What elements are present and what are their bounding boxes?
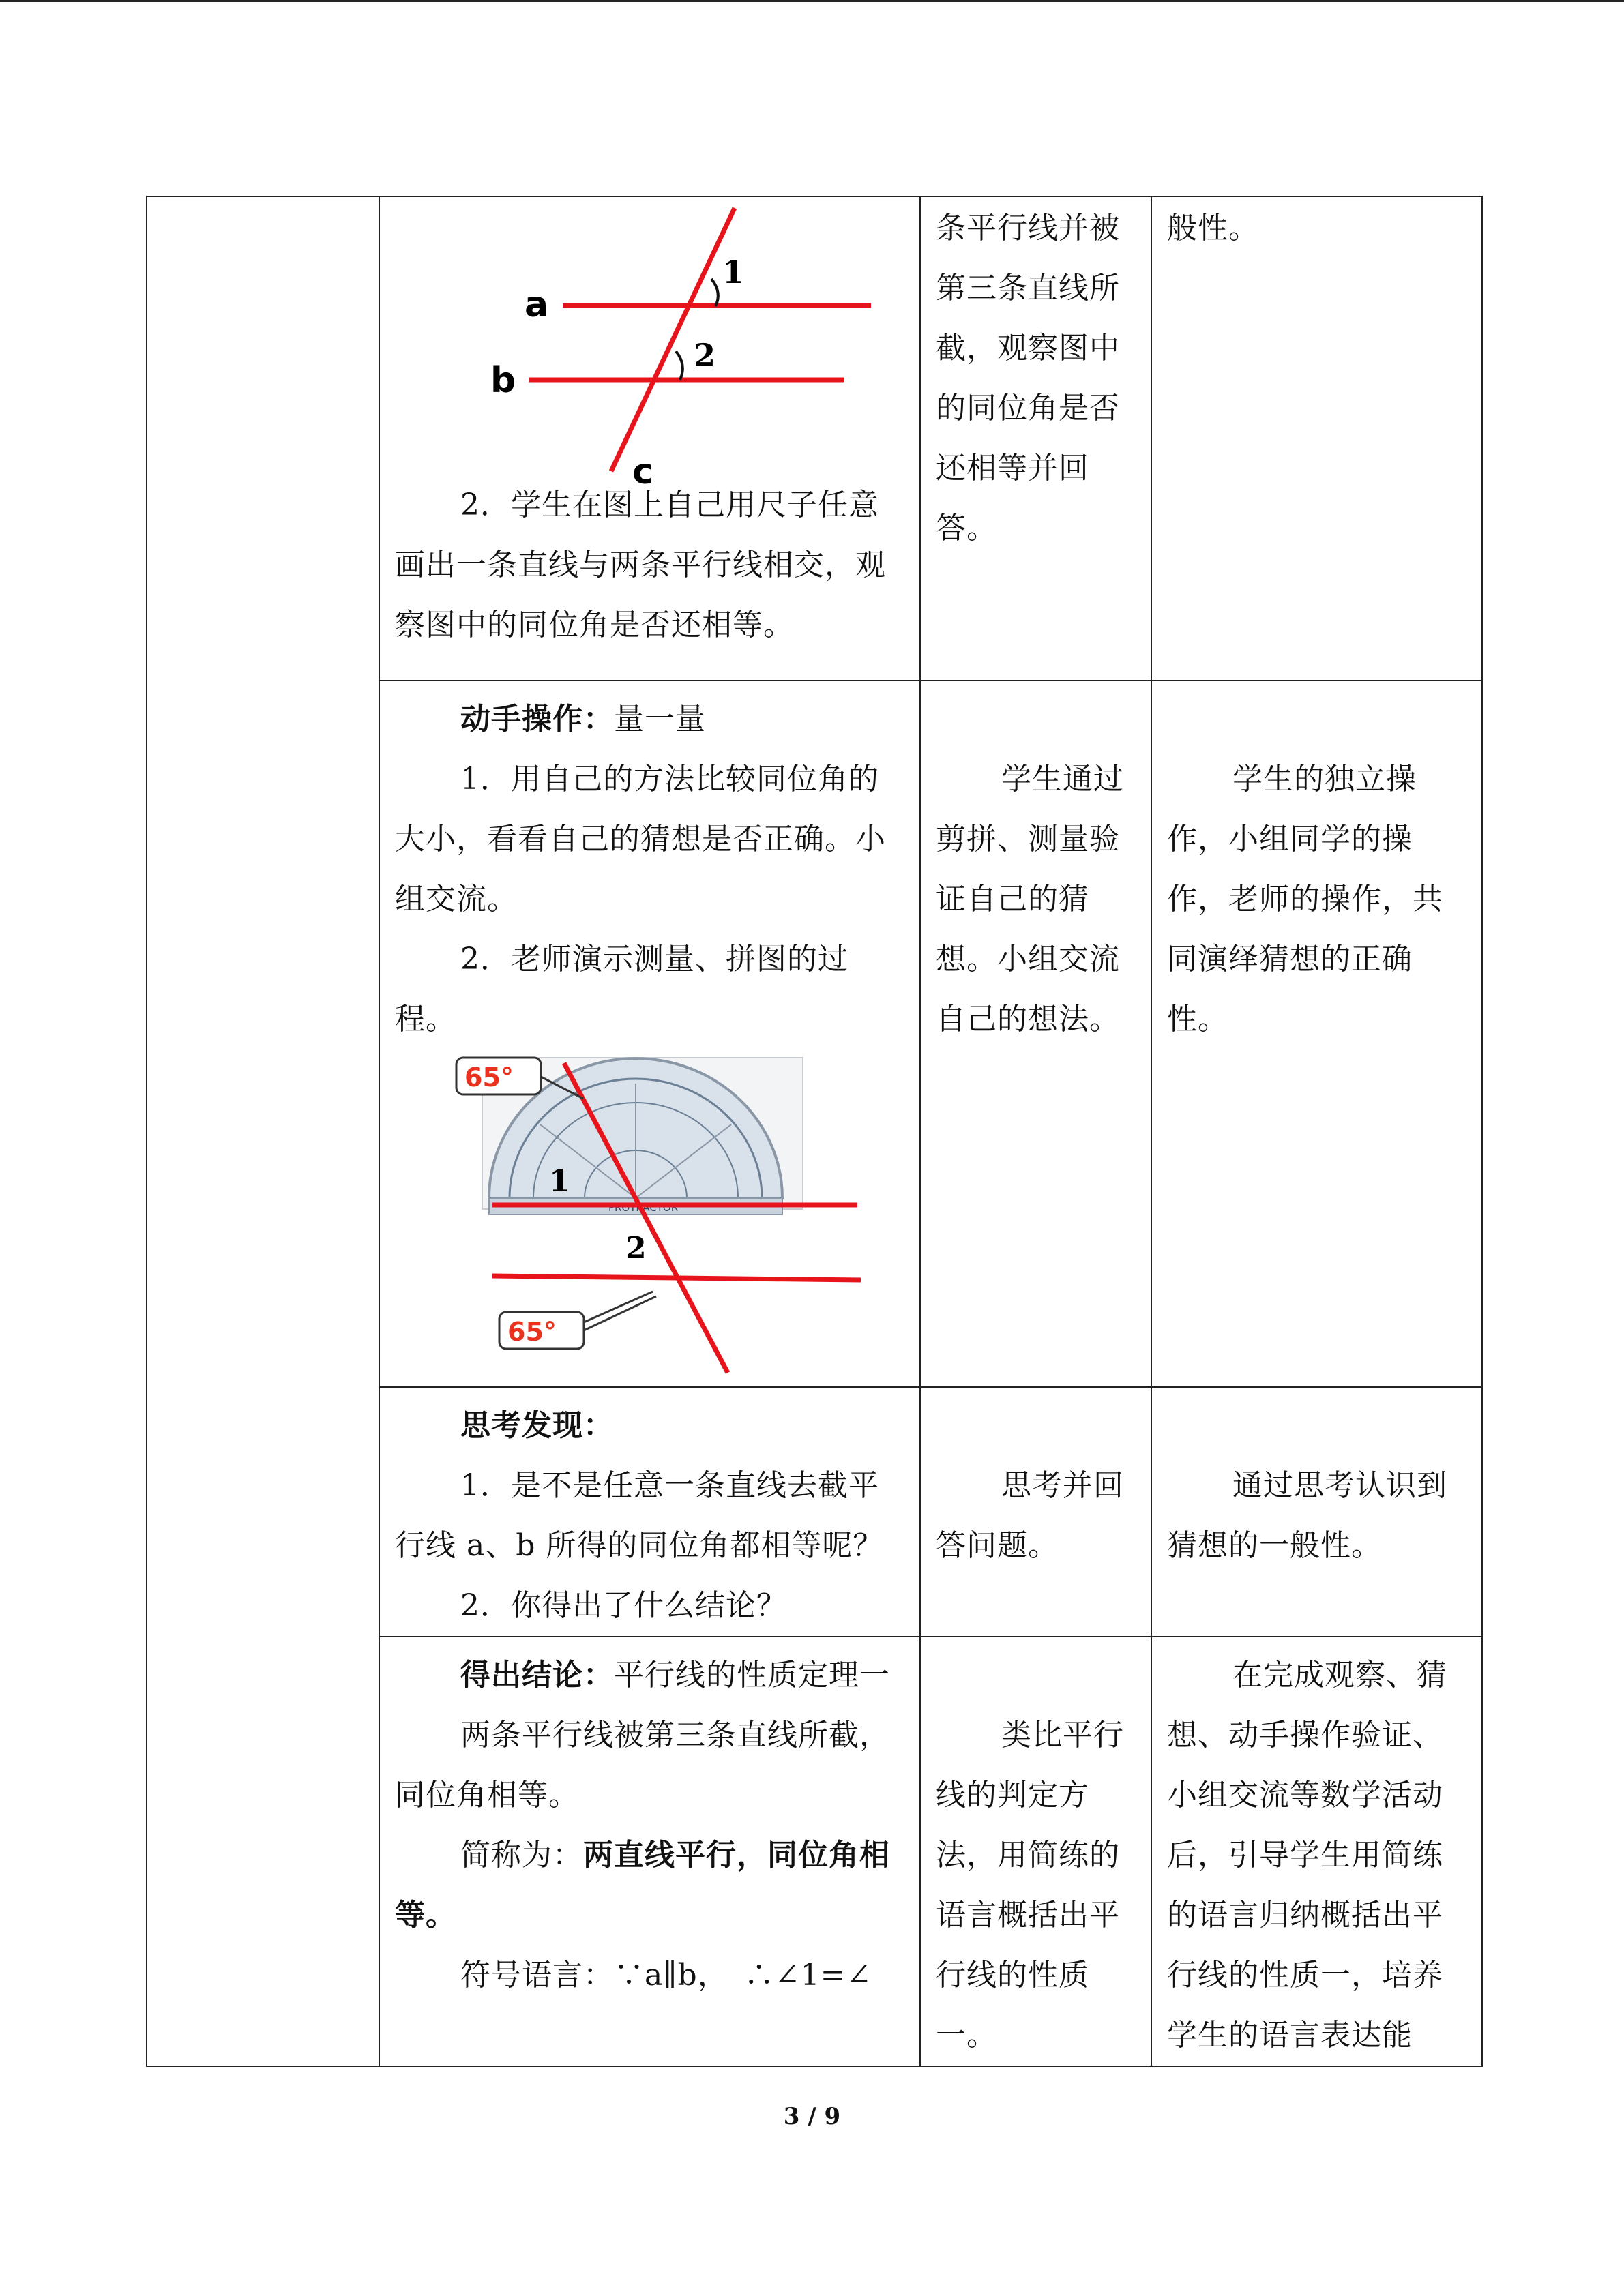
short-form-text: 两直线平行，同位角相等。 xyxy=(395,1838,890,1933)
label-angle-1: 1 xyxy=(549,1164,570,1199)
label-angle-2: 2 xyxy=(625,1231,647,1266)
student-text: 学生通过剪拼、测量验证自己的猜想。小组交流自己的想法。 xyxy=(936,762,1124,1037)
activity-cell xyxy=(379,1637,920,2066)
angle-1-arc xyxy=(711,279,718,306)
activity-text: 2．学生在图上自己用尺子任意画出一条直线与两条平行线相交，观察图中的同位角是否还相等。 xyxy=(395,488,886,642)
activity-item: 1．用自己的方法比较同位角的大小，看看自己的猜想是否正确。小组交流。 xyxy=(395,762,886,916)
activity-item: 1．是不是任意一条直线去截平行线 a、b 所得的同位角都相等呢？ xyxy=(395,1468,884,1563)
section-heading: 得出结论： xyxy=(460,1658,614,1693)
lesson-plan-table xyxy=(146,196,1483,2067)
intent-text: 般性。 xyxy=(1167,211,1259,245)
intent-cell xyxy=(1151,1637,1482,2066)
protractor-brand: PROTRACTOR xyxy=(608,1202,679,1214)
short-form-prefix: 简称为： xyxy=(460,1838,583,1873)
table-row xyxy=(147,196,1482,681)
student-text: 条平行线并被第三条直线所截，观察图中的同位角是否还相等并回答。 xyxy=(936,211,1120,546)
section-heading: 思考发现： xyxy=(460,1408,614,1443)
student-cell xyxy=(920,681,1151,1387)
label-angle-1: 1 xyxy=(722,254,745,290)
activity-cell xyxy=(379,1387,920,1637)
intent-text: 在完成观察、猜想、动手操作验证、小组交流等数学活动后，引导学生用简练的语言归纳概括出平行线的性质一，培养学生的语言表达能 xyxy=(1167,1658,1447,2053)
section-heading-rest: 平行线的性质定理一 xyxy=(614,1658,890,1693)
student-cell xyxy=(920,196,1151,681)
section-heading: 动手操作： xyxy=(460,702,614,736)
label-b: b xyxy=(490,360,516,401)
label-angle-2: 2 xyxy=(694,337,716,374)
angle-2-arc xyxy=(676,351,683,380)
parallel-lines-figure xyxy=(380,197,921,497)
intent-cell xyxy=(1151,196,1482,681)
theorem-text: 两条平行线被第三条直线所截，同位角相等。 xyxy=(395,1718,890,1813)
activity-cell xyxy=(379,681,920,1387)
label-a: a xyxy=(525,284,549,325)
activity-item: 2．老师演示测量、拼图的过程。 xyxy=(395,942,848,1037)
student-cell xyxy=(920,1637,1151,2066)
symbol-language: 符号语言：∵a∥b， ∴∠1=∠ xyxy=(460,1958,872,1993)
label-c: c xyxy=(632,451,653,492)
line-c xyxy=(611,208,735,471)
page-top-rule xyxy=(0,0,1624,2)
student-text: 类比平行线的判定方法，用简练的语言概括出平行线的性质一。 xyxy=(936,1718,1124,2053)
section-heading-rest: 量一量 xyxy=(614,702,706,736)
student-text: 思考并回答问题。 xyxy=(936,1468,1124,1563)
angle-value-top: 65° xyxy=(464,1062,514,1092)
intent-text: 学生的独立操作，小组同学的操作，老师的操作，共同演绎猜想的正确性。 xyxy=(1167,762,1443,1037)
page-number: 3 / 9 xyxy=(783,2103,841,2130)
student-cell xyxy=(920,1387,1151,1637)
intent-text: 通过思考认识到猜想的一般性。 xyxy=(1167,1468,1447,1563)
activity-item: 2．你得出了什么结论？ xyxy=(460,1588,787,1623)
intent-cell xyxy=(1151,681,1482,1387)
angle-value-bottom: 65° xyxy=(507,1317,557,1347)
protractor-figure xyxy=(380,1049,921,1377)
intent-cell xyxy=(1151,1387,1482,1637)
stage-column-cell xyxy=(147,196,379,2066)
activity-cell xyxy=(379,196,920,681)
